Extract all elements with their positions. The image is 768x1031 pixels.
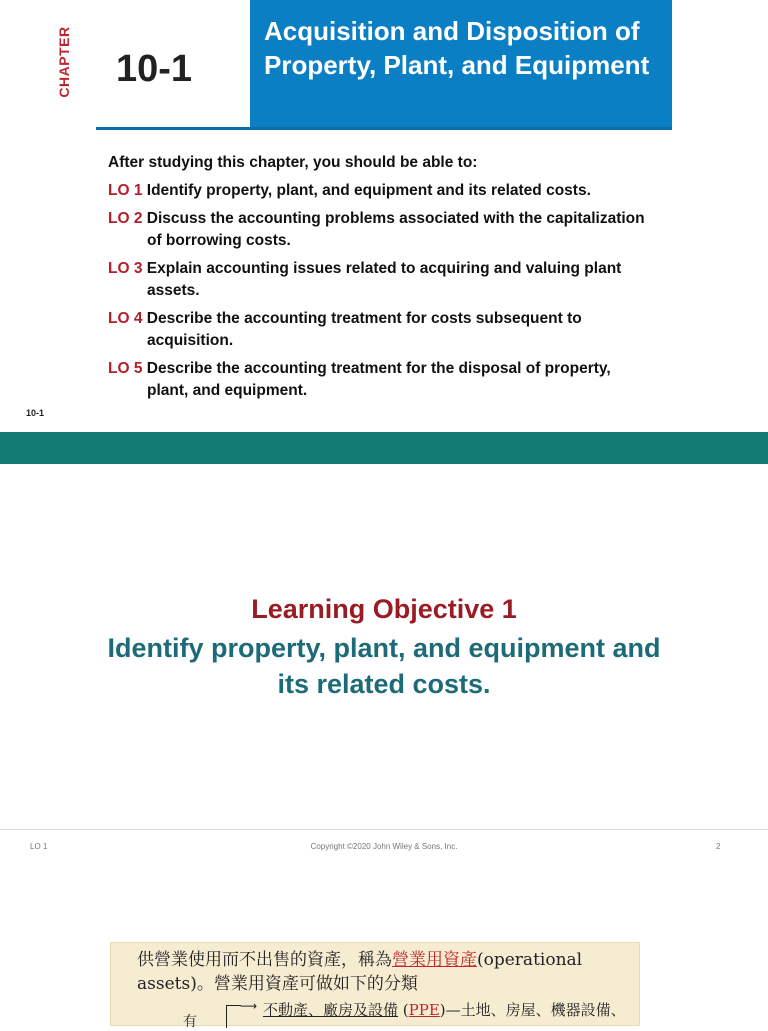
title-divider xyxy=(96,127,672,130)
panel-line-1-prefix: 供營業使用而不出售的資產，稱為 xyxy=(137,950,392,970)
panel-ppe-abbrev: PPE xyxy=(408,1001,440,1019)
chinese-text-panel xyxy=(110,942,640,1030)
panel-line-1 xyxy=(137,945,582,970)
objectives-list xyxy=(108,180,708,408)
objective-text-continued: of borrowing costs. xyxy=(147,232,291,249)
objective-text: Explain accounting issues related to acquiring and valuing plant xyxy=(146,260,622,277)
objective-text-continued: assets. xyxy=(147,282,200,299)
panel-classifier-char: 有 xyxy=(183,1014,197,1030)
footer-divider xyxy=(0,829,768,830)
objective-text: Describe the accounting treatment for the disposal of property, xyxy=(146,360,611,377)
objective-text: Discuss the accounting problems associated with the capitalization xyxy=(146,210,645,227)
slide-number: 10-1 xyxy=(26,408,45,418)
chapter-label: CHAPTER xyxy=(56,26,72,98)
objective-text-continued: acquisition. xyxy=(147,332,234,349)
learning-objective-subheading: Identify property, plant, and equipment and its related costs. xyxy=(107,633,661,699)
panel-paren-open: ( xyxy=(398,1001,409,1019)
objective-item xyxy=(108,258,708,302)
objective-text-continued: plant, and equipment. xyxy=(147,382,308,399)
panel-category-detail: )—土地、房屋、機器設備、 xyxy=(439,1001,626,1019)
panel-line-1-suffix: (operational xyxy=(477,950,583,970)
footer-page-number: 2 xyxy=(716,842,721,851)
objective-code: LO 5 xyxy=(108,360,143,377)
chapter-title: Acquisition and Disposition of Property, Plant, and Equipment xyxy=(264,16,650,80)
slide-separator-band xyxy=(0,432,768,464)
panel-category-ppe: 不動產、廠房及設備 xyxy=(263,1001,399,1019)
objective-code: LO 1 xyxy=(108,182,143,199)
footer-lo-label: LO 1 xyxy=(30,842,48,851)
panel-line-2: assets)。營業用資產可做如下的分類 xyxy=(137,974,418,994)
objective-item xyxy=(108,180,708,202)
objective-item xyxy=(108,358,708,402)
slide-3 xyxy=(0,872,768,1030)
slide-1 xyxy=(0,0,768,432)
chapter-number: 10-1 xyxy=(116,48,193,90)
learning-objective-heading: Learning Objective 1 xyxy=(251,594,517,624)
objective-text: Describe the accounting treatment for costs subsequent to xyxy=(146,310,582,327)
objective-item xyxy=(108,208,708,252)
bracket-connector xyxy=(226,1005,241,1028)
objectives-intro: After studying this chapter, you should be able to: xyxy=(108,154,478,171)
objective-code: LO 3 xyxy=(108,260,143,277)
slide-2 xyxy=(0,464,768,872)
footer-copyright: Copyright ©2020 John Wiley & Sons, Inc. xyxy=(310,842,458,851)
objective-item xyxy=(108,308,708,352)
title-banner xyxy=(250,0,672,128)
panel-line-3 xyxy=(263,999,626,1020)
objective-code: LO 4 xyxy=(108,310,143,327)
objective-code: LO 2 xyxy=(108,210,143,227)
objective-text: Identify property, plant, and equipment and its related costs. xyxy=(146,182,591,199)
panel-highlight-term: 營業用資產 xyxy=(392,950,477,970)
arrow-right-icon: ⟶ xyxy=(240,999,258,1013)
